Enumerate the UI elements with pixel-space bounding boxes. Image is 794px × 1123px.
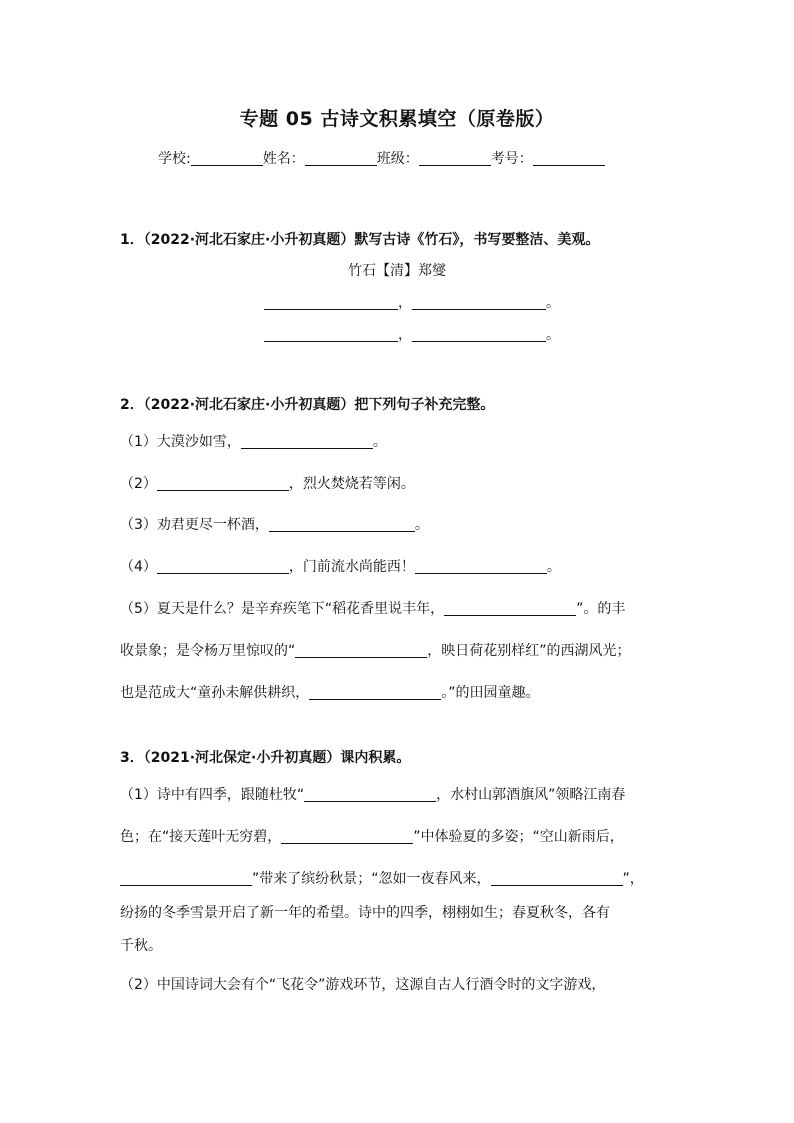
school-label: 学校: bbox=[158, 151, 191, 167]
class-label: 班级： bbox=[376, 151, 419, 167]
page-title: 专题 05 古诗文积累填空（原卷版） bbox=[239, 108, 555, 130]
student-info-line bbox=[158, 148, 605, 168]
question-2-item-2: （2） ，烈火焚烧若等闲。 bbox=[120, 476, 415, 492]
name-label: 姓名： bbox=[262, 151, 305, 167]
exam-no-label: 考号： bbox=[490, 151, 533, 167]
poem-blank[interactable] bbox=[412, 295, 546, 310]
question-3-item-2-line-1: （2）中国诗词大会有个“飞花令”游戏环节，这源自古人行酒令时的文字游戏， bbox=[120, 977, 606, 993]
poem-line-2: ， 。 bbox=[264, 324, 560, 344]
poem-blank[interactable] bbox=[412, 327, 546, 342]
question-2-heading: 2．（2022·河北石家庄·小升初真题）把下列句子补充完整。 bbox=[120, 397, 495, 413]
question-3-item-1-line-5: 千秋。 bbox=[120, 938, 162, 954]
answer-blank[interactable] bbox=[120, 871, 252, 886]
school-blank[interactable] bbox=[191, 151, 263, 166]
answer-blank[interactable] bbox=[491, 871, 623, 886]
question-3-item-1-line-3: ”带来了缤纷秋景；“忽如一夜春风来， ”， bbox=[120, 868, 644, 888]
answer-blank[interactable] bbox=[241, 434, 373, 449]
answer-blank[interactable] bbox=[415, 559, 547, 574]
answer-blank[interactable] bbox=[157, 476, 289, 491]
poem-blank[interactable] bbox=[264, 295, 398, 310]
exam-no-blank[interactable] bbox=[533, 151, 605, 166]
question-2-item-4: （4） ，门前流水尚能西！ 。 bbox=[120, 559, 561, 575]
question-2-item-5-line-1: （5）夏天是什么？是辛弃疾笔下“稻花香里说丰年， ”。的丰 bbox=[120, 601, 626, 617]
answer-blank[interactable] bbox=[157, 559, 289, 574]
question-1-heading: 1．（2022·河北石家庄·小升初真题）默写古诗《竹石》，书写要整洁、美观。 bbox=[120, 232, 600, 248]
name-blank[interactable] bbox=[305, 151, 377, 166]
class-blank[interactable] bbox=[419, 151, 491, 166]
question-2-item-1: （1）大漠沙如雪， 。 bbox=[120, 434, 387, 450]
poem-title: 竹石【清】郑燮 bbox=[348, 263, 446, 279]
question-2-item-3: （3）劝君更尽一杯酒， 。 bbox=[120, 517, 429, 533]
question-3-item-1-line-4: 纷扬的冬季雪景开启了新一年的希望。诗中的四季，栩栩如生；春夏秋冬，各有 bbox=[120, 905, 610, 921]
poem-blank[interactable] bbox=[264, 327, 398, 342]
question-2-item-5-line-3: 也是范成大“童孙未解供耕织， 。”的田园童趣。 bbox=[120, 685, 540, 701]
answer-blank[interactable] bbox=[304, 787, 436, 802]
poem-line-1: ， 。 bbox=[264, 292, 560, 312]
question-3-heading: 3．（2021·河北保定·小升初真题）课内积累。 bbox=[120, 750, 411, 766]
answer-blank[interactable] bbox=[269, 517, 415, 532]
answer-blank[interactable] bbox=[295, 643, 427, 658]
question-3-item-1-line-1: （1）诗中有四季，跟随杜牧“ ，水村山郭酒旗风”领略江南春 bbox=[120, 787, 626, 803]
answer-blank[interactable] bbox=[281, 829, 413, 844]
answer-blank[interactable] bbox=[444, 601, 576, 616]
answer-blank[interactable] bbox=[309, 685, 441, 700]
question-2-item-5-line-2: 收景象；是令杨万里惊叹的“ ，映日荷花别样红”的西湖风光； bbox=[120, 643, 631, 659]
question-3-item-1-line-2: 色；在“接天莲叶无穷碧， ”中体验夏的多姿；“空山新雨后， bbox=[120, 829, 624, 845]
